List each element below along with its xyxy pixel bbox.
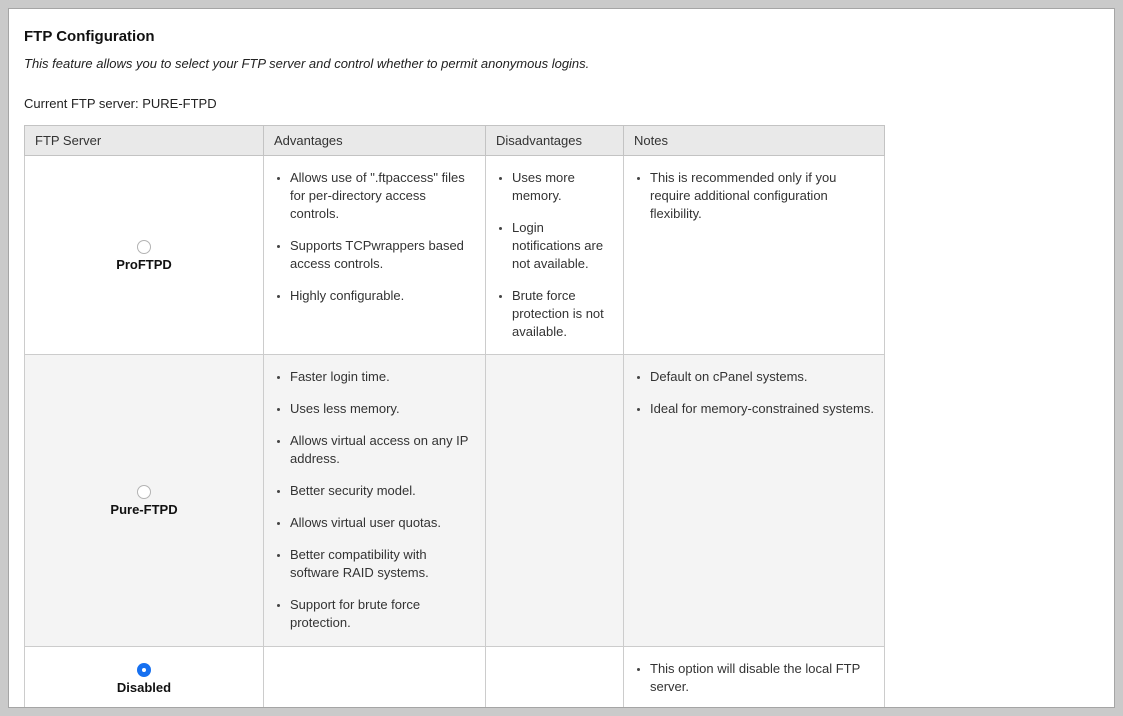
notes-cell <box>624 355 885 647</box>
notes-item: • Default on cPanel systems. <box>650 368 874 386</box>
advantages-item: • Faster login time. <box>290 368 475 386</box>
server-option-cell-pureftpd <box>25 355 264 647</box>
notes-item: • This option will disable the local FTP server. <box>650 660 874 696</box>
notes-list <box>634 368 874 418</box>
ftp-server-radio-pureftpd[interactable] <box>137 485 151 499</box>
notes-cell <box>624 647 885 709</box>
server-option-cell-disabled <box>25 647 264 709</box>
table-header-row <box>25 126 885 156</box>
advantages-item: • Allows virtual user quotas. <box>290 514 475 532</box>
notes-list <box>634 660 874 696</box>
disadvantages-item: • Login notifications are not available. <box>512 219 613 273</box>
column-header-ftp-server: FTP Server <box>25 126 264 156</box>
advantages-list <box>274 368 475 632</box>
column-header-disadvantages: Disadvantages <box>486 126 624 156</box>
advantages-list <box>274 169 475 305</box>
table-row-proftpd <box>25 156 885 355</box>
table-row-pureftpd <box>25 355 885 647</box>
advantages-cell <box>264 156 486 355</box>
advantages-item: • Better compatibility with software RAID systems. <box>290 546 475 582</box>
server-option-cell-proftpd <box>25 156 264 355</box>
advantages-cell <box>264 647 486 709</box>
column-header-notes: Notes <box>624 126 885 156</box>
advantages-item: • Allows virtual access on any IP address. <box>290 432 475 468</box>
page-title: FTP Configuration <box>24 28 155 45</box>
page-description: This feature allows you to select your FTP server and control whether to permit anonymous logins. <box>24 56 590 71</box>
advantages-item: • Better security model. <box>290 482 475 500</box>
advantages-item: • Highly configurable. <box>290 287 475 305</box>
disadvantages-cell <box>486 647 624 709</box>
server-name-label: ProFTPD <box>116 256 172 272</box>
current-ftp-server-status: Current FTP server: PURE-FTPD <box>24 96 217 111</box>
content-panel <box>8 8 1115 708</box>
disadvantages-item: • Brute force protection is not available. <box>512 287 613 341</box>
disadvantages-list <box>496 169 613 341</box>
table-row-disabled <box>25 647 885 709</box>
notes-list <box>634 169 874 223</box>
ftp-server-comparison-table <box>24 125 885 708</box>
advantages-item: • Allows use of ".ftpaccess" files for per-directory access controls. <box>290 169 475 223</box>
disadvantages-item: • Uses more memory. <box>512 169 613 205</box>
ftp-server-radio-proftpd[interactable] <box>137 240 151 254</box>
notes-cell <box>624 156 885 355</box>
notes-item: • This is recommended only if you require additional configuration flexibility. <box>650 169 874 223</box>
column-header-advantages: Advantages <box>264 126 486 156</box>
disadvantages-cell <box>486 156 624 355</box>
advantages-item: • Support for brute force protection. <box>290 596 475 632</box>
server-name-label: Disabled <box>116 679 172 695</box>
advantages-cell <box>264 355 486 647</box>
notes-item: • Ideal for memory-constrained systems. <box>650 400 874 418</box>
server-name-label: Pure-FTPD <box>110 502 178 518</box>
ftp-server-radio-disabled[interactable] <box>137 663 151 677</box>
advantages-item: • Supports TCPwrappers based access controls. <box>290 237 475 273</box>
disadvantages-cell <box>486 355 624 647</box>
advantages-item: • Uses less memory. <box>290 400 475 418</box>
